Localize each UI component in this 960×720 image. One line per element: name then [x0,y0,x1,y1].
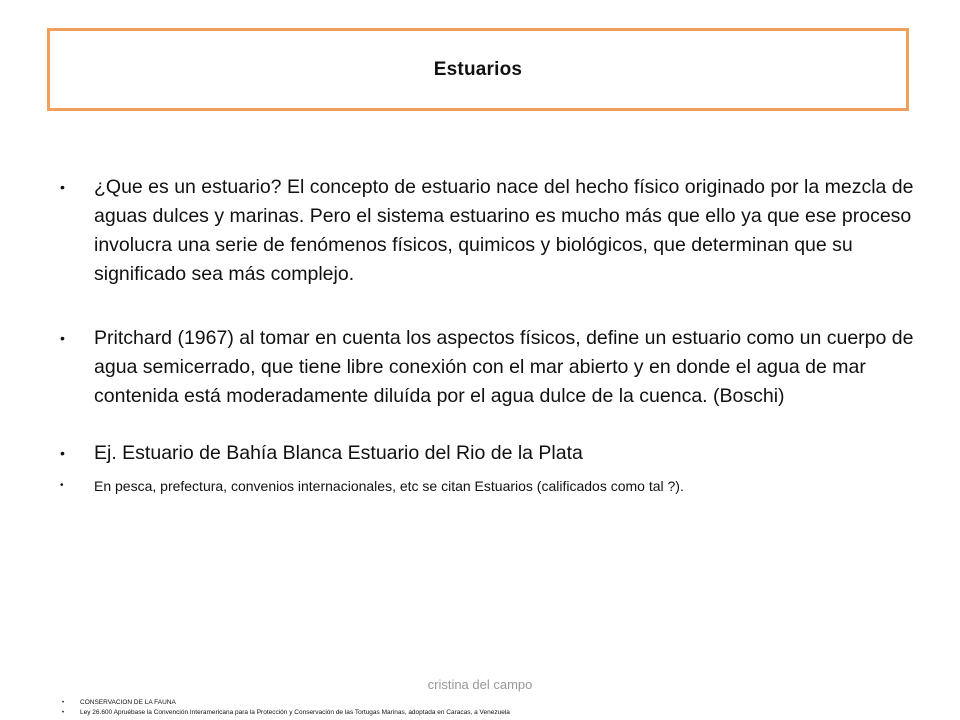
note-item [62,698,942,708]
note-text: CONSERVACION DE LA FAUNA [80,699,176,706]
bullet-item-examples [60,439,920,468]
bullet-dot: • [60,179,65,195]
bullet-dot: • [60,480,64,491]
bullet-item-pritchard [60,324,920,411]
note-text: Ley 26.600 Apruébase la Convención Interamericana para la Protección y Conservación de las Tortugas Marinas, adoptada en Caracas, a Venezuela [80,709,510,716]
bullet-dot: • [60,445,65,461]
note-item [62,708,942,718]
bullet-dot: • [60,330,65,346]
bullet-text: Pritchard (1967) al tomar en cuenta los aspectos físicos, define un estuario como un cuerpo de agua semicerrado, que tiene libre conexión con el mar abierto y en donde el agua de mar contenida está moderadamente diluída por el agua dulce de la cuenca. (Boschi) [94,327,914,407]
bullet-text: ¿Que es un estuario? El concepto de estuario nace del hecho físico originado por la mezcla de aguas dulces y marinas. Pero el sistema estuarino es mucho más que ello ya que ese proceso involucra una serie de fenómenos físicos, quimicos y biológicos, que determinan que su significado sea más complejo. [94,176,914,285]
slide-title: Estuarios [433,58,523,80]
bullet-list [60,173,920,496]
notes-list [62,698,942,720]
bullet-text: En pesca, prefectura, convenios internacionales, etc se citan Estuarios (calificados como tal ?). [94,478,684,494]
slide-title-box [47,28,909,111]
bullet-item-definition [60,173,920,289]
slide-footer: cristina del campo [427,677,533,692]
bullet-dot: • [62,710,65,716]
bullet-dot: • [62,700,65,706]
bullet-item-pesca [60,476,920,496]
bullet-text: Ej. Estuario de Bahía Blanca Estuario del Rio de la Plata [94,442,583,464]
